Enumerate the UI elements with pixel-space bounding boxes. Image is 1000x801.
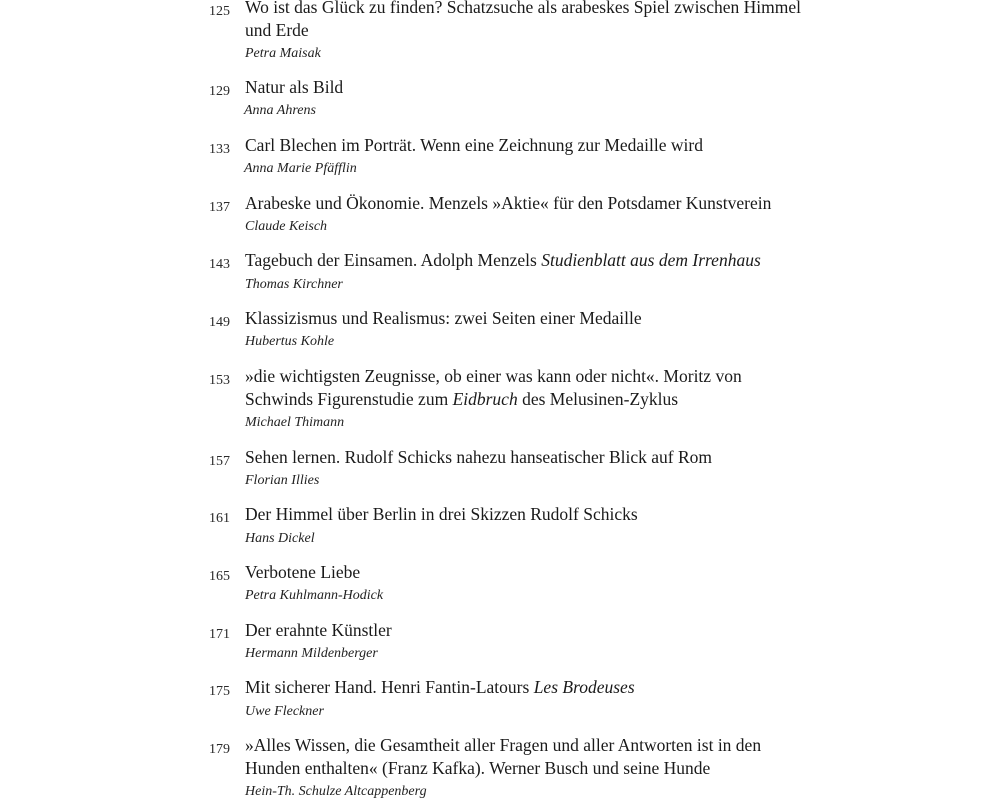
entry-title: Mit sicherer Hand. Henri Fantin-Latours Les Brodeuses [245, 677, 635, 697]
page-number: 133 [209, 142, 230, 157]
entry-author: Petra Kuhlmann-Hodick [245, 588, 384, 603]
entry-author: Hans Dickel [245, 531, 315, 546]
page-number: 143 [209, 257, 230, 272]
page-number: 125 [209, 4, 230, 19]
page-number: 157 [209, 454, 230, 469]
entry-title: Der Himmel über Berlin in drei Skizzen Rudolf Schicks [245, 504, 638, 524]
entry-title: Klassizismus und Realismus: zwei Seiten einer Medaille [245, 308, 642, 328]
page-number: 161 [209, 511, 230, 526]
page-number: 175 [209, 684, 230, 699]
entry-author: Hubertus Kohle [245, 334, 335, 349]
entry-author: Uwe Fleckner [245, 704, 324, 719]
page-number: 165 [209, 569, 230, 584]
entry-title: »die wichtigsten Zeugnisse, ob einer was kann oder nicht«. Moritz von Schwinds Figurenstudie zum Eidbruch des Melusinen-Zyklus [245, 366, 742, 409]
entry-author: Michael Thimann [245, 415, 345, 430]
entry-title: Sehen lernen. Rudolf Schicks nahezu hanseatischer Blick auf Rom [245, 447, 713, 467]
page-number: 129 [209, 84, 230, 99]
entry-title: Natur als Bild [245, 77, 344, 97]
entry-author: Hermann Mildenberger [245, 646, 378, 661]
entry-author: Florian Illies [245, 473, 320, 488]
entry-title: Der erahnte Künstler [245, 620, 392, 640]
entry-title: Arabeske und Ökonomie. Menzels »Aktie« für den Potsdamer Kunstverein [245, 193, 772, 213]
entry-author: Anna Marie Pfäfflin [244, 161, 357, 176]
entry-author: Anna Ahrens [244, 103, 316, 118]
entry-title: Tagebuch der Einsamen. Adolph Menzels Studienblatt aus dem Irrenhaus [245, 250, 761, 270]
entry-author: Petra Maisak [245, 46, 321, 61]
page-number: 149 [209, 315, 230, 330]
entry-title: Carl Blechen im Porträt. Wenn eine Zeichnung zur Medaille wird [245, 135, 703, 155]
entry-author: Thomas Kirchner [245, 277, 343, 292]
page-number: 179 [209, 742, 230, 757]
page-number: 137 [209, 200, 230, 215]
entry-author: Claude Keisch [245, 219, 328, 234]
entry-author: Hein-Th. Schulze Altcappenberg [245, 784, 427, 799]
entry-title: Wo ist das Glück zu finden? Schatzsuche als arabeskes Spiel zwischen Himmel und Erde [245, 0, 802, 40]
entry-title: Verbotene Liebe [245, 562, 361, 582]
page-number: 171 [209, 627, 230, 642]
entry-title: »Alles Wissen, die Gesamtheit aller Fragen und aller Antworten ist in den Hunden enthalten« (Franz Kafka). Werner Busch und seine Hunde [245, 735, 762, 778]
page-number: 153 [209, 373, 230, 388]
